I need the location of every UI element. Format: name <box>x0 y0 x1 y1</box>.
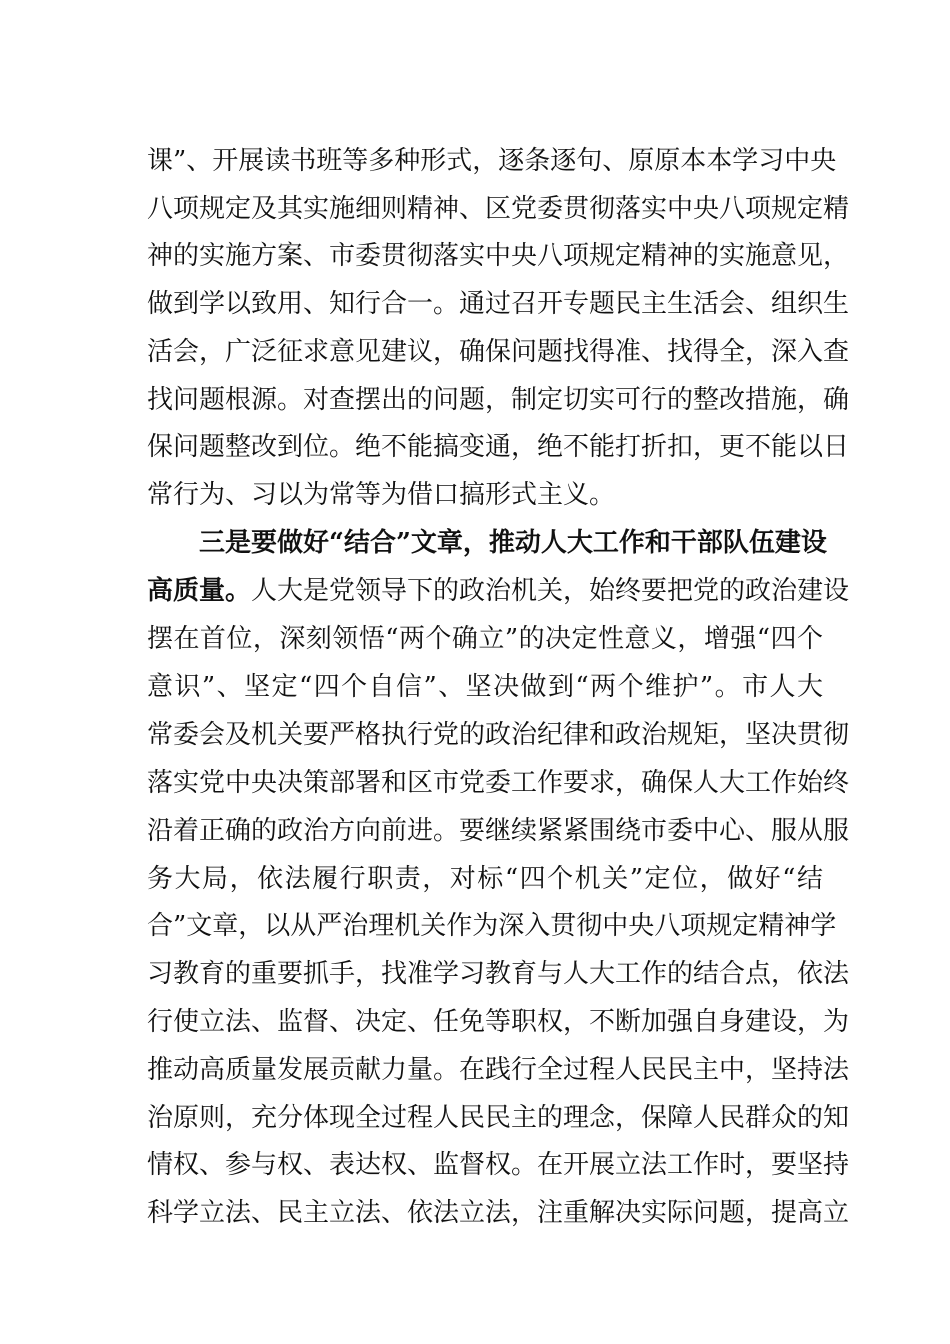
text-line-mixed <box>147 571 850 611</box>
text-line: 科学立法、民主立法、依法立法，注重解决实际问题，提高立 <box>147 1198 850 1228</box>
section-heading-line: 三是要做好“结合”文章，推动人大工作和干部队伍建设 <box>199 528 827 558</box>
text-line: 意识”、坚定“四个自信”、坚决做到“两个维护”。市人大 <box>147 672 823 702</box>
text-line: 活会，广泛征求意见建议，确保问题找得准、找得全，深入查 <box>147 337 850 367</box>
text-line: 课”、开展读书班等多种形式，逐条逐句、原原本本学习中央 <box>147 146 837 176</box>
text-line: 做到学以致用、知行合一。通过召开专题民主生活会、组织生 <box>147 289 850 319</box>
text-line: 常委会及机关要严格执行党的政治纪律和政治规矩，坚决贯彻 <box>147 720 850 750</box>
paragraph-start: 人大是党领导下的政治机关，始终要把党的政治建设 <box>251 576 850 606</box>
text-line: 常行为、习以为常等为借口搞形式主义。 <box>147 480 616 510</box>
text-line: 推动高质量发展贡献力量。在践行全过程人民民主中，坚持法 <box>147 1055 850 1085</box>
text-line: 务大局，依法履行职责，对标“四个机关”定位，做好“结 <box>147 864 823 894</box>
text-line: 治原则，充分体现全过程人民民主的理念，保障人民群众的知 <box>147 1103 850 1133</box>
text-line: 行使立法、监督、决定、任免等职权，不断加强自身建设，为 <box>147 1007 850 1037</box>
section-heading-end: 高质量。 <box>147 576 252 606</box>
text-line: 神的实施方案、市委贯彻落实中央八项规定精神的实施意见， <box>147 241 850 271</box>
text-line: 习教育的重要抓手，找准学习教育与人大工作的结合点，依法 <box>147 959 850 989</box>
text-line: 合”文章，以从严治理机关作为深入贯彻中央八项规定精神学 <box>147 911 837 941</box>
text-line: 找问题根源。对查摆出的问题，制定切实可行的整改措施，确 <box>147 385 850 415</box>
text-line: 落实党中央决策部署和区市党委工作要求，确保人大工作始终 <box>147 768 850 798</box>
text-line: 保问题整改到位。绝不能搞变通，绝不能打折扣，更不能以日 <box>147 432 850 462</box>
text-line: 情权、参与权、表达权、监督权。在开展立法工作时，要坚持 <box>147 1150 850 1180</box>
text-line: 摆在首位，深刻领悟“两个确立”的决定性意义，增强“四个 <box>147 624 823 654</box>
text-line: 沿着正确的政治方向前进。要继续紧紧围绕市委中心、服从服 <box>147 816 850 846</box>
text-line: 八项规定及其实施细则精神、区党委贯彻落实中央八项规定精 <box>147 194 850 224</box>
